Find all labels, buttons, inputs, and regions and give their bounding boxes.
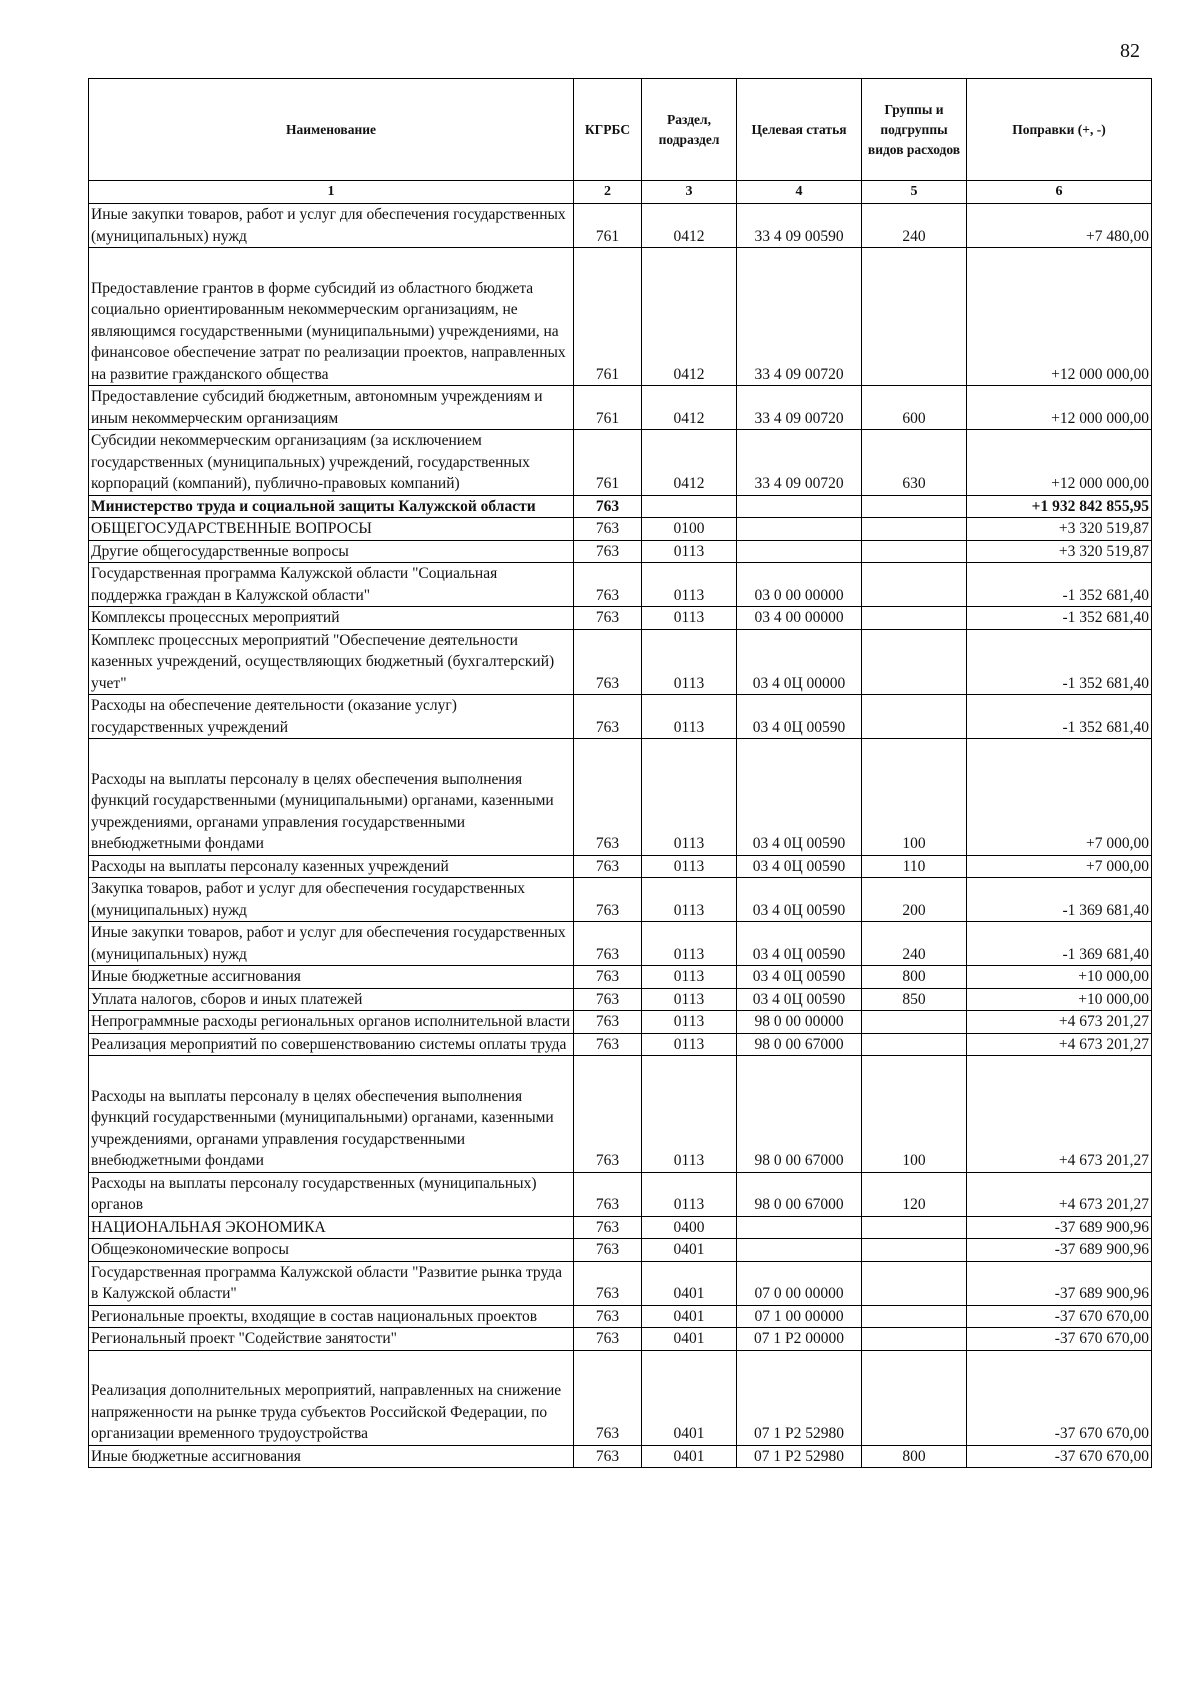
row-amount-cell: +10 000,00 [967, 966, 1152, 989]
row-target-cell [737, 1216, 862, 1239]
column-number: 1 [89, 181, 574, 204]
row-name-cell: Общеэкономические вопросы [89, 1239, 574, 1262]
row-group-cell [862, 1328, 967, 1351]
row-group-cell [862, 1261, 967, 1305]
row-section-cell: 0412 [642, 248, 737, 386]
row-section-cell: 0113 [642, 1011, 737, 1034]
row-name-cell: Предоставление грантов в форме субсидий из областного бюджета социально ориентированным некоммерческим организациям, не являющимся государственными (муниципальными) учреждениями, на финансовое обеспечение затрат по реализации проектов, направленных на развитие гражданского общества [89, 248, 574, 386]
table-row [89, 1033, 1152, 1056]
row-group-cell [862, 248, 967, 386]
row-group-cell: 200 [862, 878, 967, 922]
row-name-cell: Предоставление субсидий бюджетным, автономным учреждениям и иным некоммерческим организациям [89, 386, 574, 430]
row-name-cell: Иные бюджетные ассигнования [89, 1445, 574, 1468]
row-amount-cell: -37 689 900,96 [967, 1216, 1152, 1239]
row-group-cell: 600 [862, 386, 967, 430]
row-name-cell: Региональные проекты, входящие в состав национальных проектов [89, 1305, 574, 1328]
row-name-cell: Реализация мероприятий по совершенствованию системы оплаты труда [89, 1033, 574, 1056]
row-section-cell: 0113 [642, 1056, 737, 1173]
row-group-cell: 240 [862, 204, 967, 248]
row-amount-cell: -37 689 900,96 [967, 1239, 1152, 1262]
row-group-cell [862, 1033, 967, 1056]
row-target-cell [737, 540, 862, 563]
row-target-cell: 03 0 00 00000 [737, 563, 862, 607]
row-section-cell: 0400 [642, 1216, 737, 1239]
row-kgrbs-cell: 763 [574, 1239, 642, 1262]
row-section-cell: 0113 [642, 739, 737, 856]
row-section-cell: 0113 [642, 607, 737, 630]
row-section-cell: 0401 [642, 1445, 737, 1468]
table-row [89, 629, 1152, 695]
row-group-cell: 120 [862, 1172, 967, 1216]
row-kgrbs-cell: 763 [574, 966, 642, 989]
row-group-cell: 110 [862, 855, 967, 878]
table-row [89, 518, 1152, 541]
row-amount-cell: -1 352 681,40 [967, 563, 1152, 607]
row-target-cell [737, 518, 862, 541]
row-section-cell: 0401 [642, 1305, 737, 1328]
row-amount-cell: -1 352 681,40 [967, 629, 1152, 695]
row-kgrbs-cell: 763 [574, 1350, 642, 1445]
header-amendments: Поправки (+, -) [967, 79, 1152, 181]
table-row [89, 386, 1152, 430]
row-section-cell: 0412 [642, 386, 737, 430]
row-section-cell: 0100 [642, 518, 737, 541]
row-section-cell: 0412 [642, 430, 737, 496]
row-name-cell: Иные закупки товаров, работ и услуг для обеспечения государственных (муниципальных) нужд [89, 204, 574, 248]
row-name-cell: ОБЩЕГОСУДАРСТВЕННЫЕ ВОПРОСЫ [89, 518, 574, 541]
row-amount-cell: -1 369 681,40 [967, 922, 1152, 966]
row-name-cell: Министерство труда и социальной защиты Калужской области [89, 495, 574, 518]
row-name-cell: Расходы на выплаты персоналу государственных (муниципальных) органов [89, 1172, 574, 1216]
table-row [89, 495, 1152, 518]
row-kgrbs-cell: 763 [574, 540, 642, 563]
row-group-cell: 800 [862, 1445, 967, 1468]
row-amount-cell: -37 670 670,00 [967, 1445, 1152, 1468]
row-target-cell: 03 4 0Ц 00590 [737, 922, 862, 966]
row-amount-cell: +12 000 000,00 [967, 248, 1152, 386]
row-kgrbs-cell: 761 [574, 430, 642, 496]
table-row [89, 1445, 1152, 1468]
table-row [89, 878, 1152, 922]
table-row [89, 1056, 1152, 1173]
header-section: Раздел, подраздел [642, 79, 737, 181]
row-amount-cell: +3 320 519,87 [967, 518, 1152, 541]
table-row [89, 607, 1152, 630]
row-kgrbs-cell: 763 [574, 878, 642, 922]
row-amount-cell: +10 000,00 [967, 988, 1152, 1011]
row-section-cell: 0401 [642, 1261, 737, 1305]
row-section-cell: 0412 [642, 204, 737, 248]
row-amount-cell: +4 673 201,27 [967, 1011, 1152, 1034]
row-name-cell: Закупка товаров, работ и услуг для обеспечения государственных (муниципальных) нужд [89, 878, 574, 922]
row-name-cell: Иные бюджетные ассигнования [89, 966, 574, 989]
row-group-cell [862, 495, 967, 518]
row-kgrbs-cell: 763 [574, 495, 642, 518]
row-section-cell: 0113 [642, 855, 737, 878]
row-target-cell: 03 4 0Ц 00590 [737, 739, 862, 856]
column-number: 4 [737, 181, 862, 204]
row-amount-cell: +4 673 201,27 [967, 1033, 1152, 1056]
row-name-cell: НАЦИОНАЛЬНАЯ ЭКОНОМИКА [89, 1216, 574, 1239]
row-name-cell: Непрограммные расходы региональных органов исполнительной власти [89, 1011, 574, 1034]
row-kgrbs-cell: 763 [574, 1305, 642, 1328]
row-kgrbs-cell: 761 [574, 386, 642, 430]
row-target-cell: 07 0 00 00000 [737, 1261, 862, 1305]
row-kgrbs-cell: 763 [574, 988, 642, 1011]
row-name-cell: Региональный проект "Содействие занятости" [89, 1328, 574, 1351]
table-row [89, 966, 1152, 989]
row-kgrbs-cell: 763 [574, 695, 642, 739]
column-number: 5 [862, 181, 967, 204]
column-number: 2 [574, 181, 642, 204]
row-section-cell: 0113 [642, 988, 737, 1011]
row-group-cell: 800 [862, 966, 967, 989]
row-section-cell: 0401 [642, 1328, 737, 1351]
row-kgrbs-cell: 761 [574, 248, 642, 386]
row-group-cell: 100 [862, 739, 967, 856]
table-row [89, 563, 1152, 607]
row-group-cell [862, 695, 967, 739]
row-target-cell: 03 4 0Ц 00590 [737, 878, 862, 922]
row-name-cell: Иные закупки товаров, работ и услуг для обеспечения государственных (муниципальных) нужд [89, 922, 574, 966]
header-name: Наименование [89, 79, 574, 181]
row-group-cell [862, 1305, 967, 1328]
row-name-cell: Государственная программа Калужской области "Развитие рынка труда в Калужской области" [89, 1261, 574, 1305]
table-row [89, 695, 1152, 739]
row-group-cell [862, 607, 967, 630]
row-kgrbs-cell: 761 [574, 204, 642, 248]
row-target-cell: 03 4 0Ц 00590 [737, 855, 862, 878]
row-target-cell: 07 1 P2 00000 [737, 1328, 862, 1351]
row-amount-cell: -37 670 670,00 [967, 1328, 1152, 1351]
row-target-cell: 33 4 09 00720 [737, 248, 862, 386]
row-group-cell [862, 540, 967, 563]
table-row [89, 988, 1152, 1011]
row-section-cell: 0401 [642, 1239, 737, 1262]
row-kgrbs-cell: 763 [574, 1172, 642, 1216]
table-row [89, 922, 1152, 966]
row-kgrbs-cell: 763 [574, 1033, 642, 1056]
row-target-cell: 07 1 P2 52980 [737, 1350, 862, 1445]
row-kgrbs-cell: 763 [574, 1261, 642, 1305]
table-row [89, 1239, 1152, 1262]
row-amount-cell: +7 480,00 [967, 204, 1152, 248]
row-target-cell: 03 4 0Ц 00590 [737, 695, 862, 739]
row-amount-cell: -37 670 670,00 [967, 1350, 1152, 1445]
row-amount-cell: -1 352 681,40 [967, 607, 1152, 630]
row-amount-cell: +4 673 201,27 [967, 1056, 1152, 1173]
row-name-cell: Субсидии некоммерческим организациям (за исключением государственных (муниципальных) учреждений, государственных корпораций (компаний), публично-правовых компаний) [89, 430, 574, 496]
table-row [89, 1350, 1152, 1445]
table-header-row [89, 79, 1152, 181]
table-row [89, 430, 1152, 496]
row-group-cell [862, 1216, 967, 1239]
row-target-cell: 03 4 0Ц 00000 [737, 629, 862, 695]
row-group-cell: 630 [862, 430, 967, 496]
row-amount-cell: +4 673 201,27 [967, 1172, 1152, 1216]
row-target-cell: 33 4 09 00720 [737, 430, 862, 496]
row-group-cell: 850 [862, 988, 967, 1011]
row-kgrbs-cell: 763 [574, 1445, 642, 1468]
column-number: 3 [642, 181, 737, 204]
table-row [89, 1172, 1152, 1216]
row-group-cell: 240 [862, 922, 967, 966]
row-amount-cell: -37 689 900,96 [967, 1261, 1152, 1305]
header-kgrbs: КГРБС [574, 79, 642, 181]
table-row [89, 1011, 1152, 1034]
row-target-cell: 33 4 09 00590 [737, 204, 862, 248]
row-name-cell: Расходы на выплаты персоналу казенных учреждений [89, 855, 574, 878]
row-target-cell: 03 4 00 00000 [737, 607, 862, 630]
row-group-cell [862, 1350, 967, 1445]
row-kgrbs-cell: 763 [574, 922, 642, 966]
row-kgrbs-cell: 763 [574, 629, 642, 695]
row-target-cell [737, 1239, 862, 1262]
row-target-cell: 98 0 00 00000 [737, 1011, 862, 1034]
row-section-cell: 0401 [642, 1350, 737, 1445]
row-target-cell: 03 4 0Ц 00590 [737, 988, 862, 1011]
row-target-cell: 98 0 00 67000 [737, 1033, 862, 1056]
row-name-cell: Уплата налогов, сборов и иных платежей [89, 988, 574, 1011]
row-kgrbs-cell: 763 [574, 1328, 642, 1351]
row-amount-cell: -1 352 681,40 [967, 695, 1152, 739]
table-row [89, 1216, 1152, 1239]
row-section-cell: 0113 [642, 563, 737, 607]
table-row [89, 248, 1152, 386]
row-kgrbs-cell: 763 [574, 739, 642, 856]
row-group-cell [862, 518, 967, 541]
row-amount-cell: -37 670 670,00 [967, 1305, 1152, 1328]
row-target-cell: 98 0 00 67000 [737, 1172, 862, 1216]
row-kgrbs-cell: 763 [574, 518, 642, 541]
row-kgrbs-cell: 763 [574, 855, 642, 878]
row-target-cell [737, 495, 862, 518]
row-kgrbs-cell: 763 [574, 1011, 642, 1034]
column-numbers-row [89, 181, 1152, 204]
row-name-cell: Комплексы процессных мероприятий [89, 607, 574, 630]
row-kgrbs-cell: 763 [574, 1216, 642, 1239]
row-section-cell: 0113 [642, 695, 737, 739]
budget-amendments-table [88, 78, 1152, 1468]
row-target-cell: 98 0 00 67000 [737, 1056, 862, 1173]
row-group-cell [862, 1011, 967, 1034]
row-kgrbs-cell: 763 [574, 563, 642, 607]
table-row [89, 1261, 1152, 1305]
row-target-cell: 07 1 P2 52980 [737, 1445, 862, 1468]
row-section-cell: 0113 [642, 878, 737, 922]
row-name-cell: Комплекс процессных мероприятий "Обеспечение деятельности казенных учреждений, осуществляющих бюджетный (бухгалтерский) учет" [89, 629, 574, 695]
header-groups: Группы и подгруппы видов расходов [862, 79, 967, 181]
row-amount-cell: +12 000 000,00 [967, 386, 1152, 430]
row-target-cell: 33 4 09 00720 [737, 386, 862, 430]
row-group-cell [862, 1239, 967, 1262]
row-name-cell: Расходы на обеспечение деятельности (оказание услуг) государственных учреждений [89, 695, 574, 739]
row-group-cell [862, 629, 967, 695]
row-section-cell: 0113 [642, 629, 737, 695]
row-group-cell [862, 563, 967, 607]
row-section-cell: 0113 [642, 922, 737, 966]
row-section-cell: 0113 [642, 1033, 737, 1056]
column-number: 6 [967, 181, 1152, 204]
table-body [89, 204, 1152, 1468]
row-target-cell: 07 1 00 00000 [737, 1305, 862, 1328]
row-group-cell: 100 [862, 1056, 967, 1173]
table-row [89, 855, 1152, 878]
row-name-cell: Расходы на выплаты персоналу в целях обеспечения выполнения функций государственными (муниципальными) органами, казенными учреждениями, органами управления государственными внебюджетными фондами [89, 739, 574, 856]
row-kgrbs-cell: 763 [574, 1056, 642, 1173]
header-target: Целевая статья [737, 79, 862, 181]
row-amount-cell: +3 320 519,87 [967, 540, 1152, 563]
row-amount-cell: +7 000,00 [967, 855, 1152, 878]
row-amount-cell: +1 932 842 855,95 [967, 495, 1152, 518]
row-section-cell [642, 495, 737, 518]
row-section-cell: 0113 [642, 1172, 737, 1216]
row-kgrbs-cell: 763 [574, 607, 642, 630]
row-name-cell: Другие общегосударственные вопросы [89, 540, 574, 563]
table-row [89, 540, 1152, 563]
row-amount-cell: -1 369 681,40 [967, 878, 1152, 922]
table-row [89, 204, 1152, 248]
row-name-cell: Реализация дополнительных мероприятий, направленных на снижение напряженности на рынке труда субъектов Российской Федерации, по организации временного трудоустройства [89, 1350, 574, 1445]
row-section-cell: 0113 [642, 540, 737, 563]
row-amount-cell: +7 000,00 [967, 739, 1152, 856]
row-section-cell: 0113 [642, 966, 737, 989]
table-row [89, 1305, 1152, 1328]
table-row [89, 739, 1152, 856]
row-target-cell: 03 4 0Ц 00590 [737, 966, 862, 989]
row-name-cell: Государственная программа Калужской области "Социальная поддержка граждан в Калужской области" [89, 563, 574, 607]
row-name-cell: Расходы на выплаты персоналу в целях обеспечения выполнения функций государственными (муниципальными) органами, казенными учреждениями, органами управления государственными внебюджетными фондами [89, 1056, 574, 1173]
page-number: 82 [1120, 40, 1140, 62]
row-amount-cell: +12 000 000,00 [967, 430, 1152, 496]
table-row [89, 1328, 1152, 1351]
